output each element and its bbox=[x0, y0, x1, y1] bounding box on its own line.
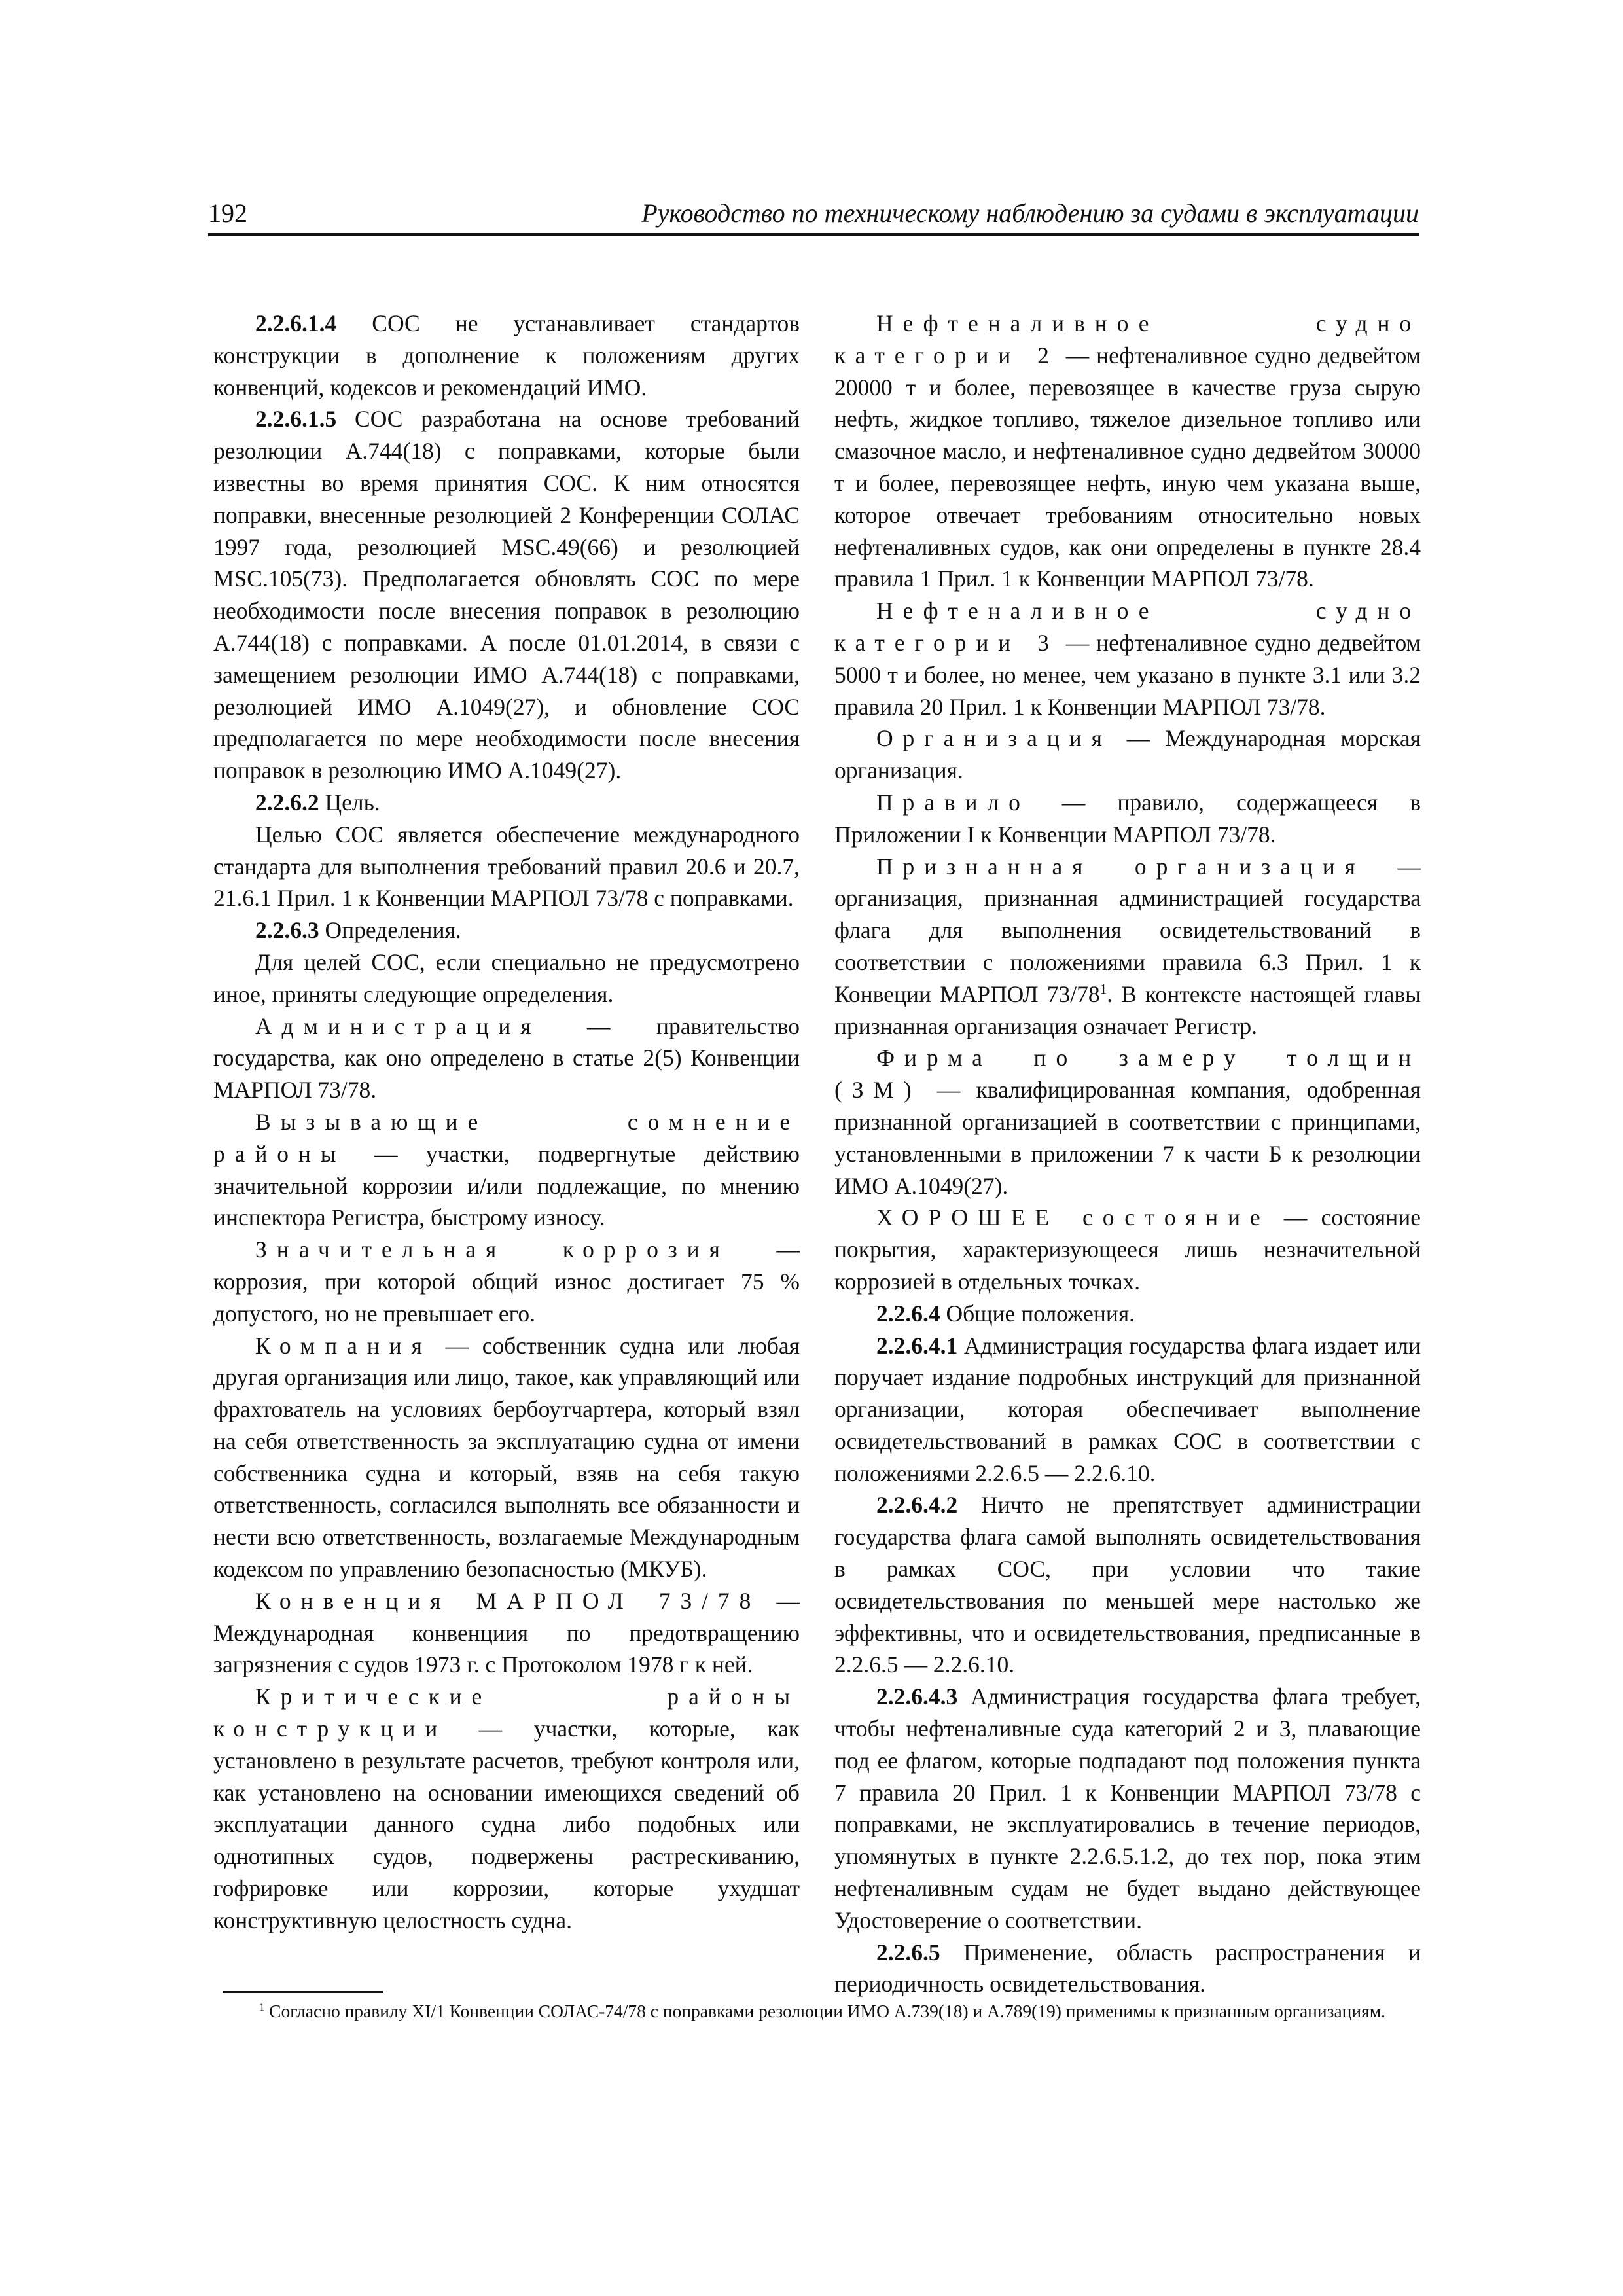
definition-term: Нефтеналивное судно категории 2 bbox=[834, 310, 1421, 368]
definition-recognized-organization bbox=[834, 851, 1421, 1043]
footnote-mark: 1 bbox=[259, 2000, 265, 2013]
definition-substantial-corrosion bbox=[213, 1234, 800, 1329]
definition-oil-tanker-category-3 bbox=[834, 595, 1421, 723]
clause-number: 2.2.6.2 bbox=[255, 789, 319, 816]
definition-text: — нефтеналивное судно дедвейтом 5000 т и более, но менее, чем указано в пункте 3.1 или 3.2 правила 20 Прил. 1 к Конвенции МАРПОЛ 73/78. bbox=[834, 629, 1421, 720]
definition-text: — состояние покрытия, характеризующееся лишь незначительной коррозией в отдельных точках. bbox=[834, 1204, 1421, 1295]
clause-number: 2.2.6.3 bbox=[255, 917, 319, 944]
paragraph-text: Целью СОС является обеспечение международного стандарта для выполнения требований правил 20.6 и 20.7, 21.6.1 Прил. 1 к Конвенции МАРПОЛ 73/78 с поправками. bbox=[213, 821, 800, 912]
clause-number: 2.2.6.4 bbox=[876, 1300, 940, 1327]
definition-thickness-firm bbox=[834, 1042, 1421, 1202]
clause-text: Применение, область распространения и периодичность освидетельствования. bbox=[834, 1939, 1421, 1998]
paragraph-2-2-6-5 bbox=[834, 1937, 1421, 2001]
definition-text: — Международная морская организация. bbox=[834, 725, 1421, 784]
definition-term: ХОРОШЕЕ состояние bbox=[876, 1204, 1270, 1231]
definition-text: — участки, подвергнутые действию значительной коррозии и/или подлежащие, по мнению инспектора Регистра, быстрому износу. bbox=[213, 1140, 800, 1231]
definition-organization bbox=[834, 723, 1421, 787]
definition-text: — квалифицированная компания, одобренная признанной организацией в соответствии с принципами, установленными в приложении 7 к части Б к резолюции ИМО А.1049(27). bbox=[834, 1077, 1421, 1199]
definition-good-condition bbox=[834, 1202, 1421, 1297]
clause-text: Общие положения. bbox=[940, 1300, 1135, 1327]
clause-number: 2.2.6.5 bbox=[876, 1939, 940, 1965]
definition-term: Конвенция МАРПОЛ 73/78 bbox=[255, 1587, 761, 1614]
clause-text: СОС разработана на основе требований резолюции А.744(18) с поправками, которые были известны во время принятия СОС. К ним относятся поправки, внесенные резолюцией 2 Конференции СОЛАС 1997 года, резолюцией MSC.49(66) и резолюцией MSC.105(73). Предполагается обновлять СОС по мере необходимости после внесения поправок в резолюцию А.744(18) с поправками. А после 01.01.2014, в связи с замещением резолюции ИМО А.744(18) с поправками, резолюцией ИМО А.1049(27), и обновление СОС предполагается по мере необходимости после внесения поправок в резолюцию ИМО А.1049(27). bbox=[213, 406, 800, 784]
definition-term: Компания bbox=[255, 1332, 432, 1359]
clause-text: Администрация государства флага издает или поручает издание подробных инструкций для признанной организации, которая обеспечивает выполнение освидетельствований в рамках СОС в соответствии с положениями 2.2.6.5 — 2.2.6.10. bbox=[834, 1332, 1421, 1486]
definition-critical-areas bbox=[213, 1681, 800, 1936]
clause-text: Администрация государства флага требует, чтобы нефтеналивные суда категорий 2 и 3, плавающие под ее флагом, которые подпадают под положения пункта 7 правила 20 Прил. 1 к Конвенции МАРПОЛ 73/78 с поправками, не эксплуатировались в течение периодов, упомянутых в пункте 2.2.6.5.1.2, до тех пор, пока этим нефтеналивным судам не будет выдано действующее Удостоверение о соответствии. bbox=[834, 1683, 1421, 1933]
definition-text: — организация, признанная администрацией государства флага для выполнения освидетельствований в соответствии с положениями правила 6.3 Прил. 1 к Конвеции МАРПОЛ 73/78 bbox=[834, 853, 1421, 1007]
clause-text: Цель. bbox=[319, 789, 380, 816]
paragraph-2-2-6-4-3 bbox=[834, 1681, 1421, 1936]
definition-text: — Международная конвенциия по предотвращению загрязнения с судов 1973 г. с Протоколом 1978 г к ней. bbox=[213, 1587, 800, 1678]
definition-text: — собственник судна или любая другая организация или лицо, такое, как управляющий или фрахтователь на условиях бербоутчартера, который взял на себя ответственность за эксплуатацию судна от имени собственника судна и который, взяв на себя такую ответственность, согласился выполнять все обязанности и нести всю ответственность, возлагаемые Международным кодексом по управлению безопасностью (МКУБ). bbox=[213, 1332, 800, 1583]
definition-term: Фирма по замеру толщин (ЗМ) bbox=[834, 1045, 1421, 1103]
definition-term: Нефтеналивное судно категории 3 bbox=[834, 598, 1421, 656]
definition-term: Признанная организация bbox=[876, 853, 1365, 880]
definition-company bbox=[213, 1330, 800, 1585]
paragraph-text: Для целей СОС, если специально не предусмотрено иное, приняты следующие определения. bbox=[213, 948, 800, 1007]
clause-number: 2.2.6.4.3 bbox=[876, 1683, 958, 1710]
left-column bbox=[213, 308, 800, 1937]
paragraph-2-2-6-4-1 bbox=[834, 1330, 1421, 1490]
definition-term: Организация bbox=[876, 725, 1112, 752]
paragraph-2-2-6-3 bbox=[213, 914, 800, 946]
definition-term: Администрация bbox=[255, 1013, 541, 1039]
clause-text: Ничто не препятствует администрации государства флага самой выполнять освидетельствования в рамках СОС, при условии что такие освидетельствования по меньшей мере настолько же эффективны, что и освидетельствования, предписанные в 2.2.6.5 — 2.2.6.10. bbox=[834, 1492, 1421, 1678]
definition-text: — участки, которые, как установлено в результате расчетов, требуют контроля или, как установлено на основании имеющихся сведений об эксплуатации данного судна либо подобных или однотипных судов, подвержены растрескиванию, гофрировке или коррозии, которые ухудшат конструктивную целостность судна. bbox=[213, 1715, 800, 1933]
definition-administration bbox=[213, 1011, 800, 1106]
definition-term: Правило bbox=[876, 789, 1030, 816]
definition-text: — коррозия, при которой общий износ достигает 75 % допустого, но не превышает его. bbox=[213, 1236, 800, 1327]
definition-term: Критические районы конструкции bbox=[213, 1683, 800, 1742]
paragraph-2-2-6-1-4 bbox=[213, 308, 800, 403]
right-column bbox=[834, 308, 1421, 2000]
footnote-text: Согласно правилу XI/1 Конвенции СОЛАС-74/78 с поправками резолюции ИМО А.739(18) и А.789(19) применимы к признанным организациям. bbox=[264, 2001, 1386, 2021]
definition-text: — правительство государства, как оно определено в статье 2(5) Конвенции МАРПОЛ 73/78. bbox=[213, 1013, 800, 1103]
paragraph-definitions-intro bbox=[213, 946, 800, 1011]
paragraph-2-2-6-1-5 bbox=[213, 403, 800, 787]
definition-marpol bbox=[213, 1585, 800, 1681]
running-title: Руководство по техническому наблюдению за судами в эксплуатации bbox=[641, 198, 1419, 228]
paragraph-2-2-6-4-2 bbox=[834, 1489, 1421, 1681]
footnote bbox=[223, 2000, 1404, 2022]
clause-number: 2.2.6.4.2 bbox=[876, 1492, 958, 1518]
definition-text: — правило, содержащееся в Приложении I к Конвенции МАРПОЛ 73/78. bbox=[834, 789, 1421, 848]
page-number: 192 bbox=[208, 198, 247, 228]
definition-text-continued: . В контексте настоящей главы признанная организация означает Регистр. bbox=[834, 980, 1421, 1039]
footnote-reference: 1 bbox=[1099, 980, 1107, 997]
clause-number: 2.2.6.4.1 bbox=[876, 1332, 958, 1359]
definition-term: Вызывающие сомнение районы bbox=[213, 1108, 800, 1167]
page-header bbox=[208, 194, 1419, 236]
clause-number: 2.2.6.1.5 bbox=[255, 406, 337, 433]
definition-regulation bbox=[834, 787, 1421, 851]
paragraph-2-2-6-4 bbox=[834, 1298, 1421, 1330]
footnote-divider bbox=[223, 1991, 383, 1993]
definition-suspect-areas bbox=[213, 1106, 800, 1234]
definition-text: — нефтеналивное судно дедвейтом 20000 т и более, перевозящее в качестве груза сырую нефть, жидкое топливо, тяжелое дизельное топливо или смазочное масло, и нефтеналивное судно дедвейтом 30000 т и более, перевозящее нефть, иную чем указана выше, которое отвечает требованиям относительно новых нефтеналивных судов, как они определены в пункте 28.4 правила 1 Прил. 1 к Конвенции МАРПОЛ 73/78. bbox=[834, 342, 1421, 592]
definition-term: Значительная коррозия bbox=[255, 1236, 730, 1263]
paragraph-purpose bbox=[213, 819, 800, 914]
definition-oil-tanker-category-2 bbox=[834, 308, 1421, 595]
clause-text: СОС не устанавливает стандартов конструкции в дополнение к положениям других конвенций, кодексов и рекомендаций ИМО. bbox=[213, 310, 800, 401]
paragraph-2-2-6-2 bbox=[213, 787, 800, 819]
clause-number: 2.2.6.1.4 bbox=[255, 310, 337, 336]
clause-text: Определения. bbox=[319, 917, 461, 944]
